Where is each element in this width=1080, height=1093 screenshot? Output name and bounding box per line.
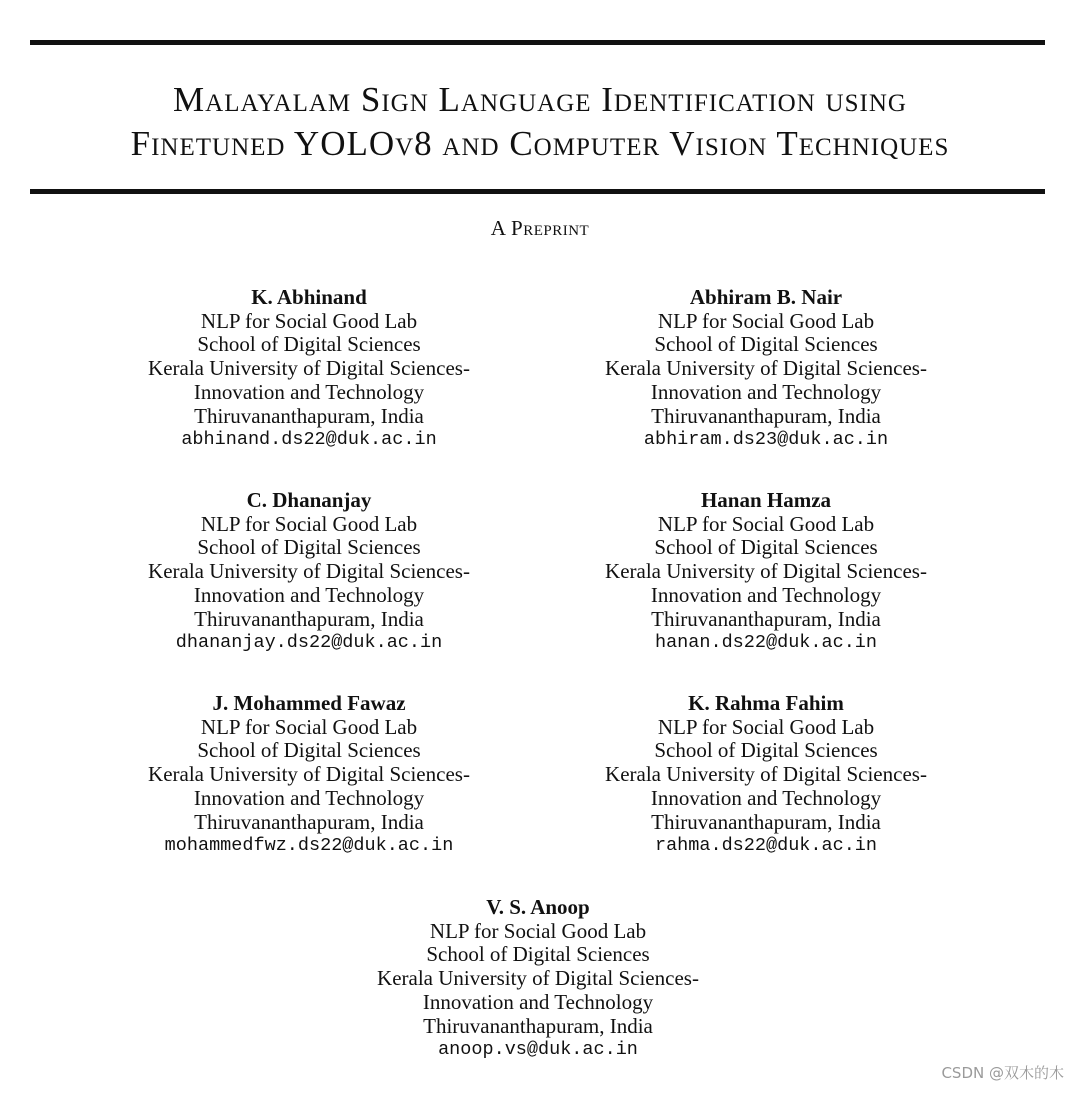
author-university: Kerala University of Digital Sciences- bbox=[605, 559, 927, 584]
author-location: Thiruvananthapuram, India bbox=[194, 403, 424, 428]
author-block bbox=[89, 489, 529, 655]
author-name: J. Mohammed Fawaz bbox=[212, 691, 406, 715]
csdn-watermark: CSDN @双木的木 bbox=[941, 1064, 1064, 1082]
author-lab: NLP for Social Good Lab bbox=[200, 511, 418, 536]
author-lab: NLP for Social Good Lab bbox=[429, 918, 647, 943]
author-location: Thiruvananthapuram, India bbox=[651, 606, 881, 631]
author-email[interactable]: mohammedfwz.ds22@duk.ac.in bbox=[164, 835, 454, 857]
author-school: School of Digital Sciences bbox=[197, 535, 421, 560]
author-block bbox=[89, 286, 529, 452]
author-block bbox=[89, 692, 529, 858]
paper-title bbox=[0, 78, 1080, 166]
author-email[interactable]: hanan.ds22@duk.ac.in bbox=[654, 632, 878, 654]
author-name: K. Rahma Fahim bbox=[688, 691, 844, 715]
title-line-2: Finetuned YOLOv8 and Computer Vision Techniques bbox=[130, 124, 950, 163]
author-name: K. Abhinand bbox=[251, 285, 367, 309]
author-university: Kerala University of Digital Sciences- bbox=[148, 762, 470, 787]
author-name: C. Dhananjay bbox=[246, 488, 372, 512]
author-lab: NLP for Social Good Lab bbox=[200, 308, 418, 333]
author-block bbox=[546, 286, 986, 452]
author-email[interactable]: anoop.vs@duk.ac.in bbox=[438, 1039, 638, 1061]
author-lab: NLP for Social Good Lab bbox=[657, 511, 875, 536]
author-name: Abhiram B. Nair bbox=[689, 285, 843, 309]
preprint-label: A Preprint bbox=[490, 216, 590, 240]
author-location: Thiruvananthapuram, India bbox=[651, 809, 881, 834]
author-email[interactable]: dhananjay.ds22@duk.ac.in bbox=[175, 632, 443, 654]
author-university: Kerala University of Digital Sciences- bbox=[148, 559, 470, 584]
author-lab: NLP for Social Good Lab bbox=[657, 308, 875, 333]
author-university-cont: Innovation and Technology bbox=[650, 582, 882, 607]
author-university: Kerala University of Digital Sciences- bbox=[148, 356, 470, 381]
author-lab: NLP for Social Good Lab bbox=[657, 714, 875, 739]
author-location: Thiruvananthapuram, India bbox=[194, 809, 424, 834]
author-university: Kerala University of Digital Sciences- bbox=[377, 966, 699, 991]
author-school: School of Digital Sciences bbox=[654, 535, 878, 560]
author-university-cont: Innovation and Technology bbox=[650, 785, 882, 810]
bottom-rule bbox=[30, 189, 1045, 194]
author-block bbox=[318, 896, 758, 1062]
author-name: Hanan Hamza bbox=[700, 488, 832, 512]
author-location: Thiruvananthapuram, India bbox=[651, 403, 881, 428]
author-email[interactable]: abhinand.ds22@duk.ac.in bbox=[181, 429, 437, 451]
author-location: Thiruvananthapuram, India bbox=[194, 606, 424, 631]
author-university-cont: Innovation and Technology bbox=[422, 989, 654, 1014]
author-school: School of Digital Sciences bbox=[197, 332, 421, 357]
author-block bbox=[546, 692, 986, 858]
author-university-cont: Innovation and Technology bbox=[650, 379, 882, 404]
author-school: School of Digital Sciences bbox=[654, 332, 878, 357]
author-email[interactable]: rahma.ds22@duk.ac.in bbox=[654, 835, 878, 857]
title-line-1: Malayalam Sign Language Identification using bbox=[173, 80, 907, 119]
author-block bbox=[546, 489, 986, 655]
author-school: School of Digital Sciences bbox=[426, 942, 650, 967]
author-university: Kerala University of Digital Sciences- bbox=[605, 762, 927, 787]
author-university-cont: Innovation and Technology bbox=[193, 582, 425, 607]
author-university: Kerala University of Digital Sciences- bbox=[605, 356, 927, 381]
author-university-cont: Innovation and Technology bbox=[193, 785, 425, 810]
author-school: School of Digital Sciences bbox=[654, 738, 878, 763]
author-school: School of Digital Sciences bbox=[197, 738, 421, 763]
top-rule bbox=[30, 40, 1045, 45]
author-email[interactable]: abhiram.ds23@duk.ac.in bbox=[643, 429, 889, 451]
author-name: V. S. Anoop bbox=[486, 895, 590, 919]
author-university-cont: Innovation and Technology bbox=[193, 379, 425, 404]
author-lab: NLP for Social Good Lab bbox=[200, 714, 418, 739]
author-location: Thiruvananthapuram, India bbox=[423, 1013, 653, 1038]
